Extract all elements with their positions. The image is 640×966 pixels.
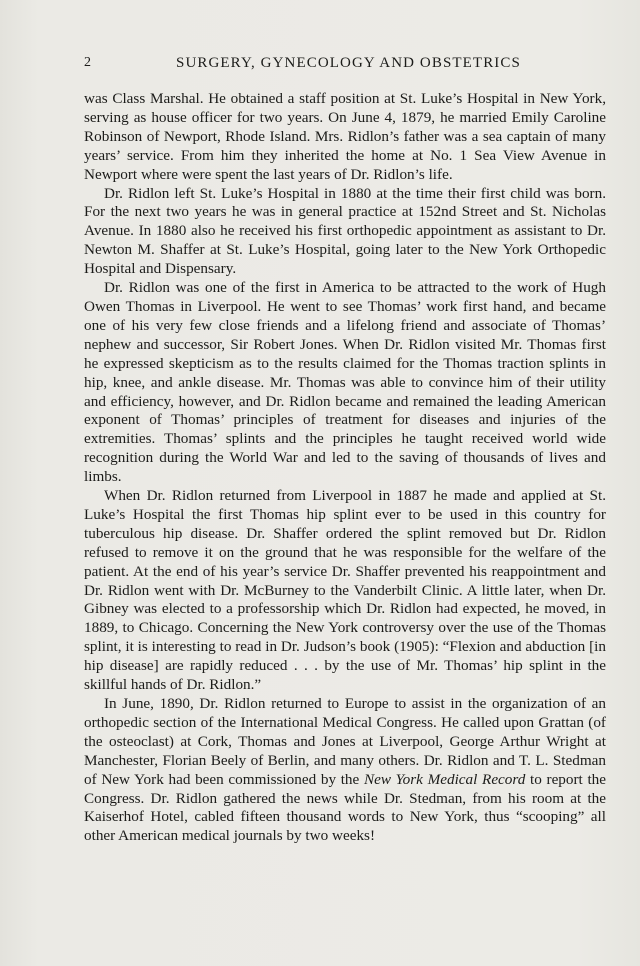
page-header	[84, 55, 606, 75]
paragraph-text: to report the Congress. Dr. Ridlon gathered the news while Dr. Stedman, from his room at the Kaiserhof Hotel, cabled fifteen thousand words to New York, thus “scooping” all other American medical journals by two weeks!	[84, 770, 607, 845]
paragraph: When Dr. Ridlon returned from Liverpool in 1887 he made and applied at St. Luke’s Hospital the first Thomas hip splint ever to be used in this country for tuberculous hip disease. Dr. Shaffer ordered the splint removed but Dr. Ridlon refused to remove it on the ground that he was responsible for the welfare of the patient. At the end of his year’s service Dr. Shaffer prevented his reappointment and Dr. Ridlon went with Dr. McBurney to the Vanderbilt Clinic. A little later, when Dr. Gibney was elected to a professorship which Dr. Ridlon had expected, he moved, in 1889, to Chicago. Concerning the New York controversy over the use of the Thomas splint, it is interesting to read in Dr. Judson’s book (1905): “Flexion and abduction [in hip disease] are rapidly reduced . . . by the use of Mr. Thomas’ hip splint in the skillful hands of Dr. Ridlon.”	[84, 487, 606, 694]
paragraph: Dr. Ridlon was one of the first in America to be attracted to the work of Hugh Owen Thomas in Liverpool. He went to see Thomas’ work first hand, and became one of his very few close friends and a lifelong friend and associate of Thomas’ nephew and successor, Sir Robert Jones. When Dr. Ridlon visited Mr. Thomas first he expressed skepticism as to the results claimed for the Thomas traction splints in hip, knee, and ankle disease. Mr. Thomas was able to convince him of their utility and efficiency, however, and Dr. Ridlon became and remained the leading American exponent of Thomas’ principles of treatment for diseases and injuries of the extremities. Thomas’ splints and the principles he taught received world wide recognition during the World War and led to the saving of thousands of lives and limbs.	[84, 279, 606, 486]
paragraph: Dr. Ridlon left St. Luke’s Hospital in 1880 at the time their first child was born. For the next two years he was in general practice at 152nd Street and St. Nicholas Avenue. In 1880 also he received his first orthopedic appointment as assistant to Dr. Newton M. Shaffer at St. Luke’s Hospital, going later to the New York Orthopedic Hospital and Dispensary.	[84, 184, 606, 278]
running-head: SURGERY, GYNECOLOGY AND OBSTETRICS	[176, 55, 521, 71]
journal-title: New York Medical Record	[363, 770, 526, 788]
paragraph-text: In June, 1890, Dr. Ridlon returned to Europe to assist in the organization of an orthopedic section of the International Medical Congress. He called upon Grattan (of the osteoclast) at Cork, Thomas and Jones at Liverpool, George Arthur Wright at Manchester, Florian Beely of Berlin, and many others. Dr. Ridlon and T. L. Stedman of New York had been commissioned by the	[84, 695, 606, 788]
body-text	[84, 90, 606, 846]
paragraph-continuation: was Class Marshal. He obtained a staff position at St. Luke’s Hospital in New York, serving as house officer for two years. On June 4, 1879, he married Emily Caroline Robinson of Newport, Rhode Island. Mrs. Ridlon’s father was a sea captain of many years’ service. From him they inherited the home at No. 1 Sea View Avenue in Newport where were spent the last years of Dr. Ridlon’s life.	[84, 90, 606, 183]
paragraph	[84, 695, 606, 846]
page-number: 2	[84, 55, 92, 70]
